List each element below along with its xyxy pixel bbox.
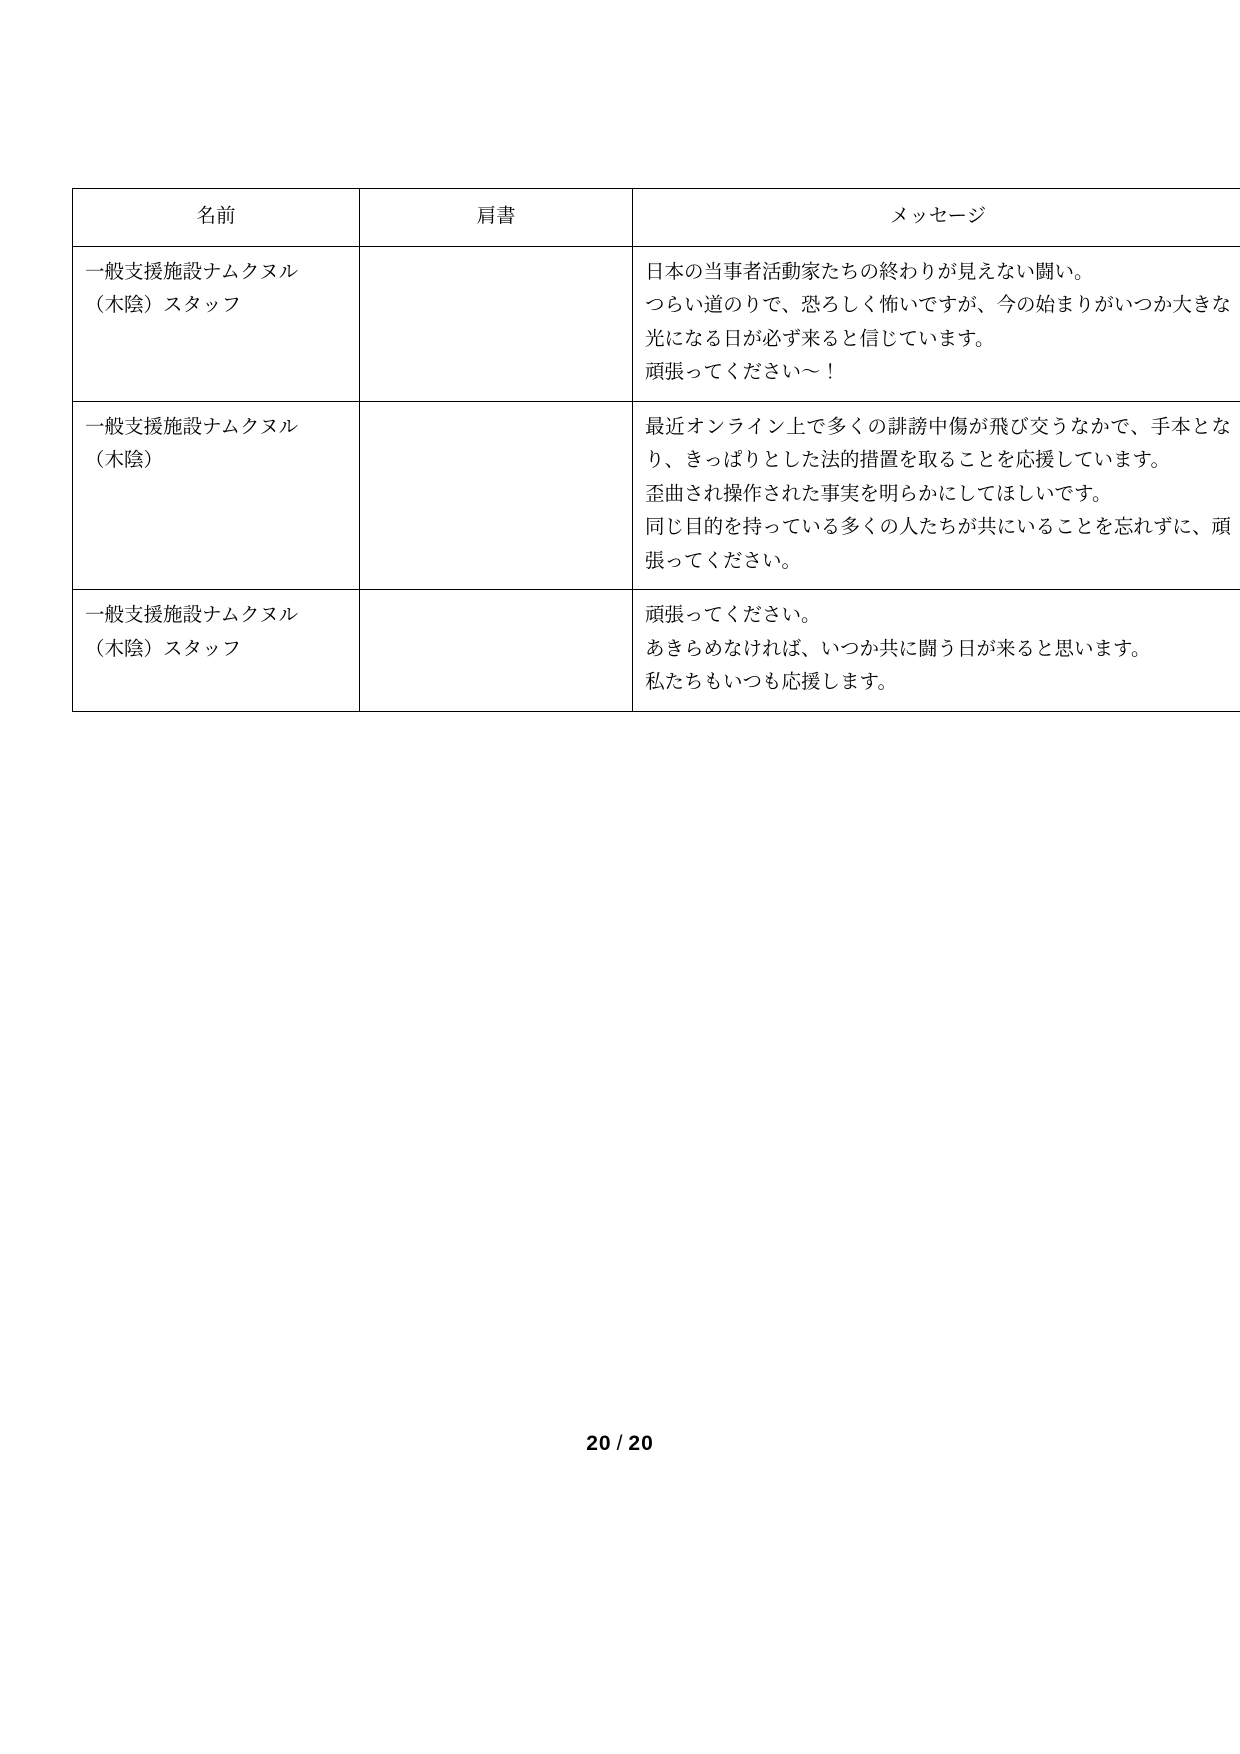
table-header-row <box>73 189 1240 247</box>
cell-title <box>360 401 633 590</box>
total-page-number: 20 <box>628 1432 654 1455</box>
name-line: （木陰） <box>85 450 164 472</box>
page-separator: / <box>616 1432 624 1455</box>
message-line: つらい道のりで、恐ろしく怖いですが、今の始まりがいつか大きな光になる日が必ず来ると信じています。 <box>645 295 1231 350</box>
page-number-footer <box>0 1432 1240 1456</box>
column-header-title: 肩書 <box>360 189 633 247</box>
name-line: （木陰）スタッフ <box>85 638 242 660</box>
message-line: あきらめなければ、いつか共に闘う日が来ると思います。 <box>645 638 1151 660</box>
message-line: 日本の当事者活動家たちの終わりが見えない闘い。 <box>645 261 1094 283</box>
table-row <box>73 401 1240 590</box>
table-header <box>73 189 1240 247</box>
column-header-message: メッセージ <box>633 189 1240 247</box>
name-line: 一般支援施設ナムクヌル <box>85 605 299 627</box>
message-line: 最近オンライン上で多くの誹謗中傷が飛び交うなかで、手本となり、きっぱりとした法的措置を取ることを応援しています。 <box>645 416 1231 472</box>
column-header-name: 名前 <box>73 189 360 247</box>
cell-name <box>73 246 360 401</box>
message-line: 頑張ってください〜！ <box>645 362 841 384</box>
current-page-number: 20 <box>586 1432 612 1455</box>
message-line: 同じ目的を持っている多くの人たちが共にいることを忘れずに、頑張ってください。 <box>645 517 1231 572</box>
message-line: 歪曲され操作された事実を明らかにしてほしいです。 <box>645 483 1112 505</box>
cell-message <box>633 401 1240 590</box>
cell-title <box>360 590 633 712</box>
cell-message <box>633 246 1240 401</box>
table-body <box>73 246 1240 711</box>
name-line: 一般支援施設ナムクヌル <box>85 416 299 438</box>
name-line: （木陰）スタッフ <box>85 295 242 317</box>
table-row <box>73 590 1240 712</box>
message-line: 私たちもいつも応援します。 <box>645 672 897 694</box>
name-line: 一般支援施設ナムクヌル <box>85 261 299 283</box>
messages-table <box>72 188 1240 712</box>
cell-name <box>73 590 360 712</box>
message-line: 頑張ってください。 <box>645 605 821 627</box>
table-row <box>73 246 1240 401</box>
cell-title <box>360 246 633 401</box>
cell-message <box>633 590 1240 712</box>
cell-name <box>73 401 360 590</box>
